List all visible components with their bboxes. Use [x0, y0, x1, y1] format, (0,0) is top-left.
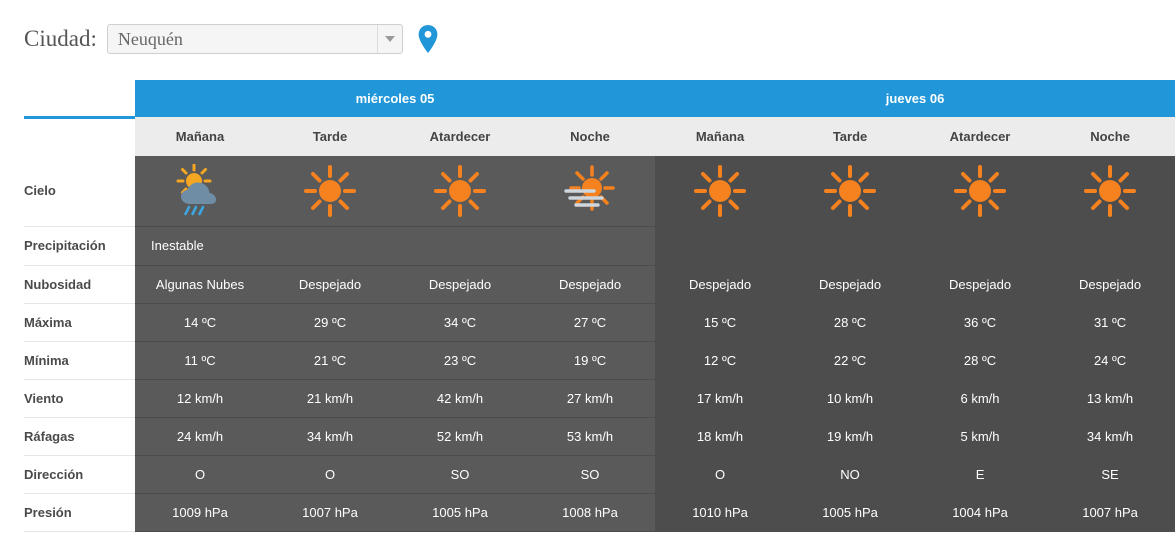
- day-header-1: jueves 06: [655, 80, 1175, 117]
- part-header-6: Atardecer: [915, 117, 1045, 156]
- table-corner-spacer: [24, 80, 135, 117]
- row-sky: [24, 156, 1175, 227]
- row-max: [24, 303, 1175, 341]
- max-cell-6: 36 ºC: [915, 303, 1045, 341]
- part-header-4: Mañana: [655, 117, 785, 156]
- row-label-wind: Viento: [24, 379, 135, 417]
- sun-icon: [395, 164, 525, 218]
- wind-cell-5: 10 km/h: [785, 379, 915, 417]
- min-cell-7: 24 ºC: [1045, 341, 1175, 379]
- wind-cell-6: 6 km/h: [915, 379, 1045, 417]
- cloudiness-cell-5: Despejado: [785, 265, 915, 303]
- max-cell-4: 15 ºC: [655, 303, 785, 341]
- max-cell-0: 14 ºC: [135, 303, 265, 341]
- part-header-spacer: [24, 117, 135, 156]
- row-gusts: [24, 417, 1175, 455]
- row-label-max: Máxima: [24, 303, 135, 341]
- min-cell-0: 11 ºC: [135, 341, 265, 379]
- part-header-5: Tarde: [785, 117, 915, 156]
- gusts-cell-7: 34 km/h: [1045, 417, 1175, 455]
- gusts-cell-1: 34 km/h: [265, 417, 395, 455]
- row-label-direction: Dirección: [24, 455, 135, 493]
- sun-fog-icon: [525, 164, 655, 218]
- min-cell-3: 19 ºC: [525, 341, 655, 379]
- cloudiness-cell-3: Despejado: [525, 265, 655, 303]
- wind-cell-7: 13 km/h: [1045, 379, 1175, 417]
- row-label-pressure: Presión: [24, 493, 135, 531]
- sky-icon-cell-2: [395, 156, 525, 227]
- pressure-cell-1: 1007 hPa: [265, 493, 395, 531]
- min-cell-2: 23 ºC: [395, 341, 525, 379]
- city-select[interactable]: [107, 24, 403, 54]
- max-cell-3: 27 ºC: [525, 303, 655, 341]
- day-header-0: miércoles 05: [135, 80, 655, 117]
- city-selector-bar: [0, 0, 1175, 56]
- wind-cell-0: 12 km/h: [135, 379, 265, 417]
- sky-icon-cell-5: [785, 156, 915, 227]
- min-cell-1: 21 ºC: [265, 341, 395, 379]
- part-header-1: Tarde: [265, 117, 395, 156]
- forecast-table: [24, 80, 1175, 532]
- wind-cell-1: 21 km/h: [265, 379, 395, 417]
- sky-icon-cell-4: [655, 156, 785, 227]
- sky-icon-cell-0: [135, 156, 265, 227]
- row-label-cloudiness: Nubosidad: [24, 265, 135, 303]
- direction-cell-1: O: [265, 455, 395, 493]
- pressure-cell-5: 1005 hPa: [785, 493, 915, 531]
- row-precipitation: [24, 226, 1175, 265]
- part-header-row: [24, 117, 1175, 156]
- precipitation-cell-day1: [655, 226, 1175, 265]
- pressure-cell-6: 1004 hPa: [915, 493, 1045, 531]
- pressure-cell-3: 1008 hPa: [525, 493, 655, 531]
- direction-cell-6: E: [915, 455, 1045, 493]
- sky-icon-cell-6: [915, 156, 1045, 227]
- cloudiness-cell-4: Despejado: [655, 265, 785, 303]
- cloudiness-cell-0: Algunas Nubes: [135, 265, 265, 303]
- row-pressure: [24, 493, 1175, 531]
- cloudiness-cell-7: Despejado: [1045, 265, 1175, 303]
- row-direction: [24, 455, 1175, 493]
- wind-cell-4: 17 km/h: [655, 379, 785, 417]
- wind-cell-3: 27 km/h: [525, 379, 655, 417]
- max-cell-2: 34 ºC: [395, 303, 525, 341]
- pressure-cell-7: 1007 hPa: [1045, 493, 1175, 531]
- direction-cell-3: SO: [525, 455, 655, 493]
- max-cell-1: 29 ºC: [265, 303, 395, 341]
- pressure-cell-2: 1005 hPa: [395, 493, 525, 531]
- map-pin-icon[interactable]: [417, 24, 439, 54]
- direction-cell-4: O: [655, 455, 785, 493]
- direction-cell-5: NO: [785, 455, 915, 493]
- chevron-down-icon[interactable]: [378, 25, 402, 53]
- gusts-cell-5: 19 km/h: [785, 417, 915, 455]
- row-label-sky: Cielo: [24, 156, 135, 227]
- gusts-cell-2: 52 km/h: [395, 417, 525, 455]
- city-label: Ciudad:: [24, 26, 97, 51]
- sun-rain-cloud-icon: [135, 164, 265, 218]
- min-cell-6: 28 ºC: [915, 341, 1045, 379]
- sun-icon: [915, 164, 1045, 218]
- cloudiness-cell-6: Despejado: [915, 265, 1045, 303]
- day-header-row: [24, 80, 1175, 117]
- precipitation-cell-day0: Inestable: [135, 226, 655, 265]
- row-label-gusts: Ráfagas: [24, 417, 135, 455]
- min-cell-5: 22 ºC: [785, 341, 915, 379]
- sky-icon-cell-1: [265, 156, 395, 227]
- pressure-cell-4: 1010 hPa: [655, 493, 785, 531]
- gusts-cell-6: 5 km/h: [915, 417, 1045, 455]
- pressure-cell-0: 1009 hPa: [135, 493, 265, 531]
- direction-cell-7: SE: [1045, 455, 1175, 493]
- sun-icon: [655, 164, 785, 218]
- sky-icon-cell-3: [525, 156, 655, 227]
- part-header-2: Atardecer: [395, 117, 525, 156]
- gusts-cell-0: 24 km/h: [135, 417, 265, 455]
- city-select-value: Neuquén: [117, 28, 183, 49]
- forecast-table-wrap: [0, 80, 1175, 532]
- direction-cell-2: SO: [395, 455, 525, 493]
- part-header-0: Mañana: [135, 117, 265, 156]
- row-min: [24, 341, 1175, 379]
- sun-icon: [1045, 164, 1175, 218]
- direction-cell-0: O: [135, 455, 265, 493]
- row-label-precipitation: Precipitación: [24, 226, 135, 265]
- part-header-3: Noche: [525, 117, 655, 156]
- sky-icon-cell-7: [1045, 156, 1175, 227]
- cloudiness-cell-2: Despejado: [395, 265, 525, 303]
- sun-icon: [265, 164, 395, 218]
- part-header-7: Noche: [1045, 117, 1175, 156]
- max-cell-7: 31 ºC: [1045, 303, 1175, 341]
- max-cell-5: 28 ºC: [785, 303, 915, 341]
- min-cell-4: 12 ºC: [655, 341, 785, 379]
- gusts-cell-4: 18 km/h: [655, 417, 785, 455]
- row-label-min: Mínima: [24, 341, 135, 379]
- sun-icon: [785, 164, 915, 218]
- gusts-cell-3: 53 km/h: [525, 417, 655, 455]
- row-wind: [24, 379, 1175, 417]
- wind-cell-2: 42 km/h: [395, 379, 525, 417]
- row-cloudiness: [24, 265, 1175, 303]
- cloudiness-cell-1: Despejado: [265, 265, 395, 303]
